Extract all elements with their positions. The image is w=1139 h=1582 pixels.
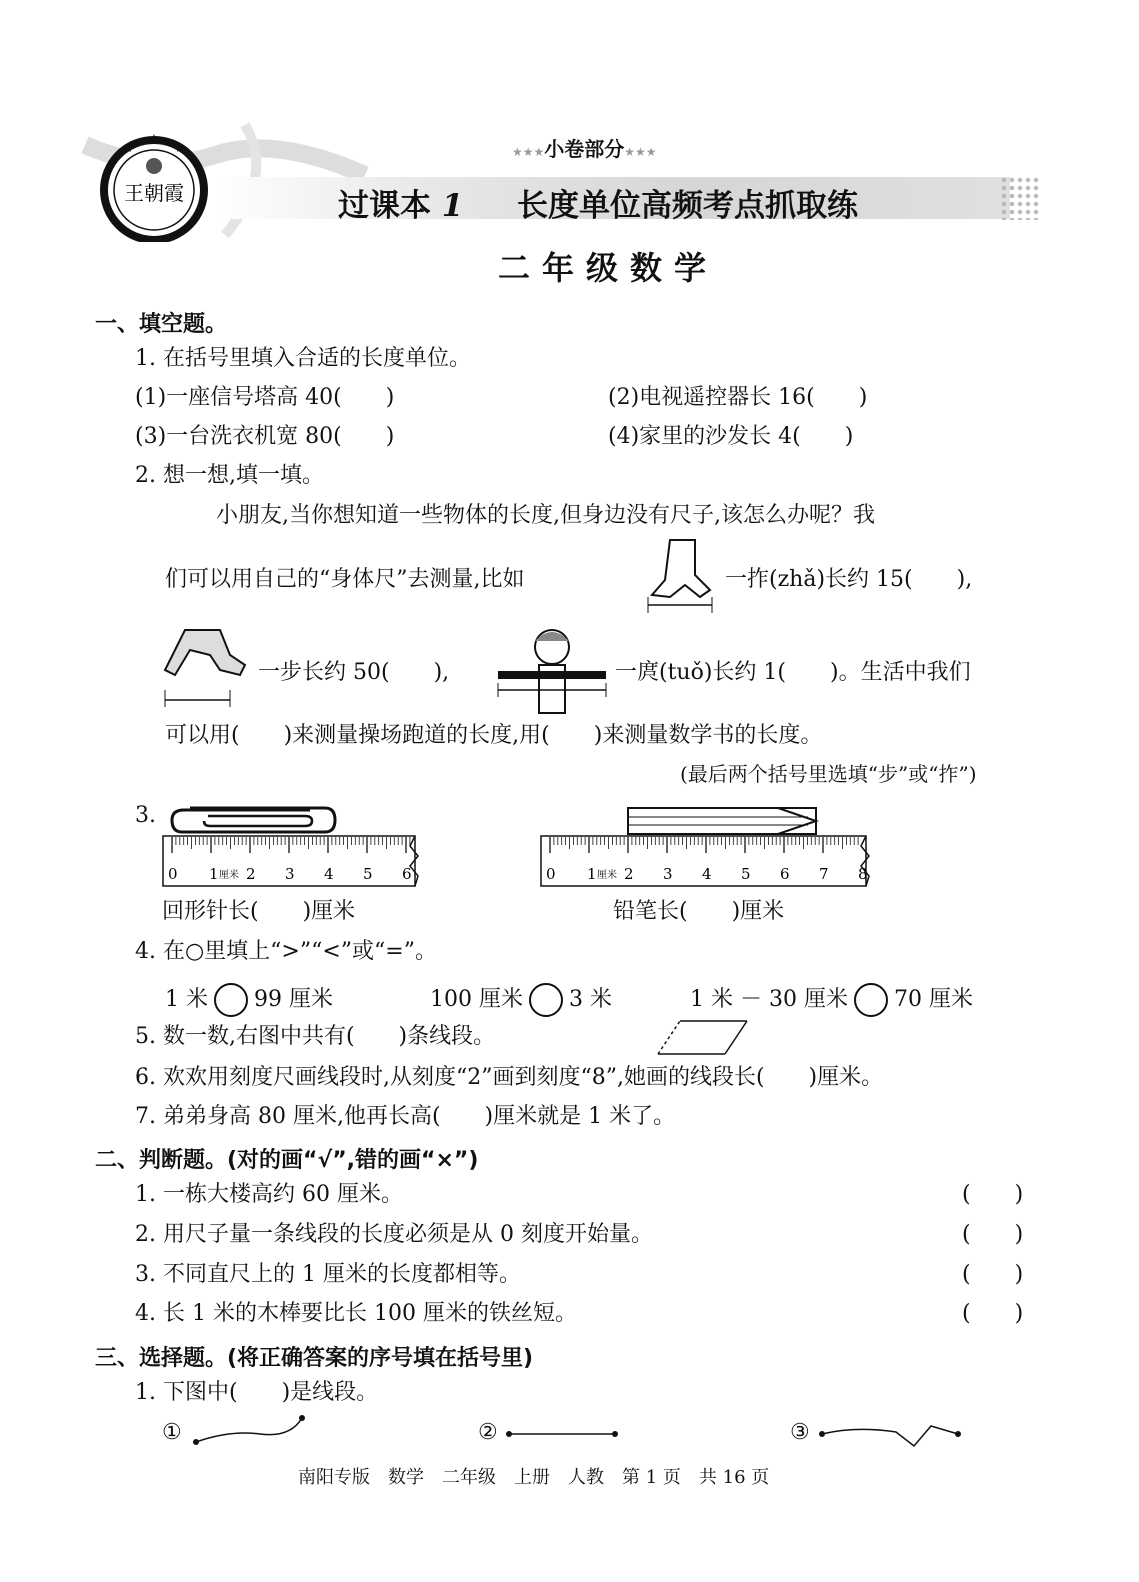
ruler-label: 3 (285, 865, 295, 883)
q5-text: 5. 数一数,右图中共有( )条线段。 (135, 1024, 496, 1049)
ruler-label: 2 (624, 865, 634, 883)
q4-text: 4. 在○里填上“>”“<”或“=”。 (135, 939, 437, 964)
judge-item-3: 3. 不同直尺上的 1 厘米的长度都相等。 (135, 1262, 521, 1287)
ruler-unit-label: 厘米 (219, 870, 239, 881)
ruler-label: 6 (780, 865, 790, 883)
judge-paren-4[interactable]: ( ) (962, 1301, 1024, 1326)
step-image (160, 625, 255, 710)
q3-pencil-answer: 铅笔长( )厘米 (613, 899, 785, 924)
svg-text:王朝霞: 王朝霞 (124, 181, 184, 205)
page-subtitle: 二年级数学 (498, 249, 719, 287)
q1-3: (3)一台洗衣机宽 80( ) (135, 424, 395, 449)
q3-number: 3. (135, 803, 156, 828)
judge-item-1: 1. 一栋大楼高约 60 厘米。 (135, 1182, 403, 1207)
header-tag: ★★★小卷部分★★★ (512, 137, 657, 161)
ruler-label: 7 (819, 865, 829, 883)
judge-paren-2[interactable]: ( ) (962, 1222, 1024, 1247)
compare-circle-c[interactable] (854, 983, 888, 1017)
ruler-label: 1 (587, 865, 597, 883)
judge-paren-1[interactable]: ( ) (962, 1182, 1024, 1207)
choice-q1-text: 1. 下图中( )是线段。 (135, 1380, 379, 1405)
q6-text: 6. 欢欢用刻度尺画线段时,从刻度“2”画到刻度“8”,她画的线段长( )厘米。 (135, 1065, 884, 1090)
parallelogram-figure (655, 1018, 750, 1058)
q2-para-line2b: 一拃(zhǎ)长约 15( ), (725, 567, 973, 592)
q2-para-line3a: 一步长约 50( ), (258, 660, 450, 685)
page-title-topic: 长度单位高频考点抓取练 (517, 188, 858, 224)
ruler-label: 5 (741, 865, 751, 883)
q2-para-line2a: 们可以用自己的“身体尺”去测量,比如 (165, 567, 525, 592)
ruler-label: 2 (246, 865, 256, 883)
section-2-heading: 二、判断题。(对的画“√”,错的画“×”) (95, 1148, 479, 1173)
q1-text: 1. 在括号里填入合适的长度单位。 (135, 346, 471, 371)
judge-item-2: 2. 用尺子量一条线段的长度必须是从 0 刻度开始量。 (135, 1222, 653, 1247)
section-1-heading: 一、填空题。 (95, 312, 228, 337)
q1-4: (4)家里的沙发长 4( ) (608, 424, 854, 449)
ruler-paperclip (160, 800, 425, 890)
ruler-unit-label: 厘米 (597, 870, 617, 881)
ruler-label: 1 (209, 865, 219, 883)
ruler-label: 0 (168, 865, 178, 883)
option-1-label: ① (162, 1420, 182, 1445)
option-1-curve (190, 1410, 310, 1450)
ruler-label: 3 (663, 865, 673, 883)
page-title: 过课本 1 (338, 188, 464, 224)
hand-span-image (640, 535, 720, 615)
section-3-heading: 三、选择题。(将正确答案的序号填在括号里) (95, 1346, 534, 1371)
ruler-label: 5 (363, 865, 373, 883)
q1-1: (1)一座信号塔高 40( ) (135, 385, 395, 410)
option-3-label: ③ (790, 1420, 810, 1445)
banner-dots (1000, 176, 1040, 220)
option-3-wave (816, 1418, 966, 1450)
ruler-label: 6 (402, 865, 412, 883)
arm-span-image (493, 625, 611, 715)
q2-para-line4: 可以用( )来测量操场跑道的长度,用( )来测量数学书的长度。 (165, 723, 823, 748)
q2-para-line1: 小朋友,当你想知道一些物体的长度,但身边没有尺子,该怎么办呢？我 (216, 503, 875, 528)
ruler-label: 8 (858, 865, 868, 883)
q7-text: 7. 弟弟身高 80 厘米,他再长高( )厘米就是 1 米了。 (135, 1104, 676, 1129)
q1-2: (2)电视遥控器长 16( ) (608, 385, 868, 410)
compare-circle-a[interactable] (214, 983, 248, 1017)
compare-circle-b[interactable] (529, 983, 563, 1017)
option-2-segment (503, 1425, 623, 1445)
ruler-label: 4 (702, 865, 712, 883)
q2-note: (最后两个括号里选填“步”或“拃”) (680, 762, 977, 786)
q2-para-line3b: 一庹(tuǒ)长约 1( )。生活中我们 (615, 660, 971, 685)
page-footer: 南阳专版 数学 二年级 上册 人教 第 1 页 共 16 页 (298, 1467, 770, 1488)
q4-compare-b: 100 厘米 3 米 (430, 983, 612, 1017)
q4-compare-c: 1 米 － 30 厘米 70 厘米 (690, 983, 973, 1017)
ruler-label: 0 (546, 865, 556, 883)
logo-badge (98, 130, 210, 242)
q2-text: 2. 想一想,填一填。 (135, 463, 324, 488)
ruler-label: 4 (324, 865, 334, 883)
option-2-label: ② (478, 1420, 498, 1445)
judge-item-4: 4. 长 1 米的木棒要比长 100 厘米的铁丝短。 (135, 1301, 577, 1326)
ruler-pencil (538, 800, 883, 890)
q4-compare-a: 1 米 99 厘米 (165, 983, 333, 1017)
judge-paren-3[interactable]: ( ) (962, 1262, 1024, 1287)
q3-paperclip-answer: 回形针长( )厘米 (162, 899, 356, 924)
